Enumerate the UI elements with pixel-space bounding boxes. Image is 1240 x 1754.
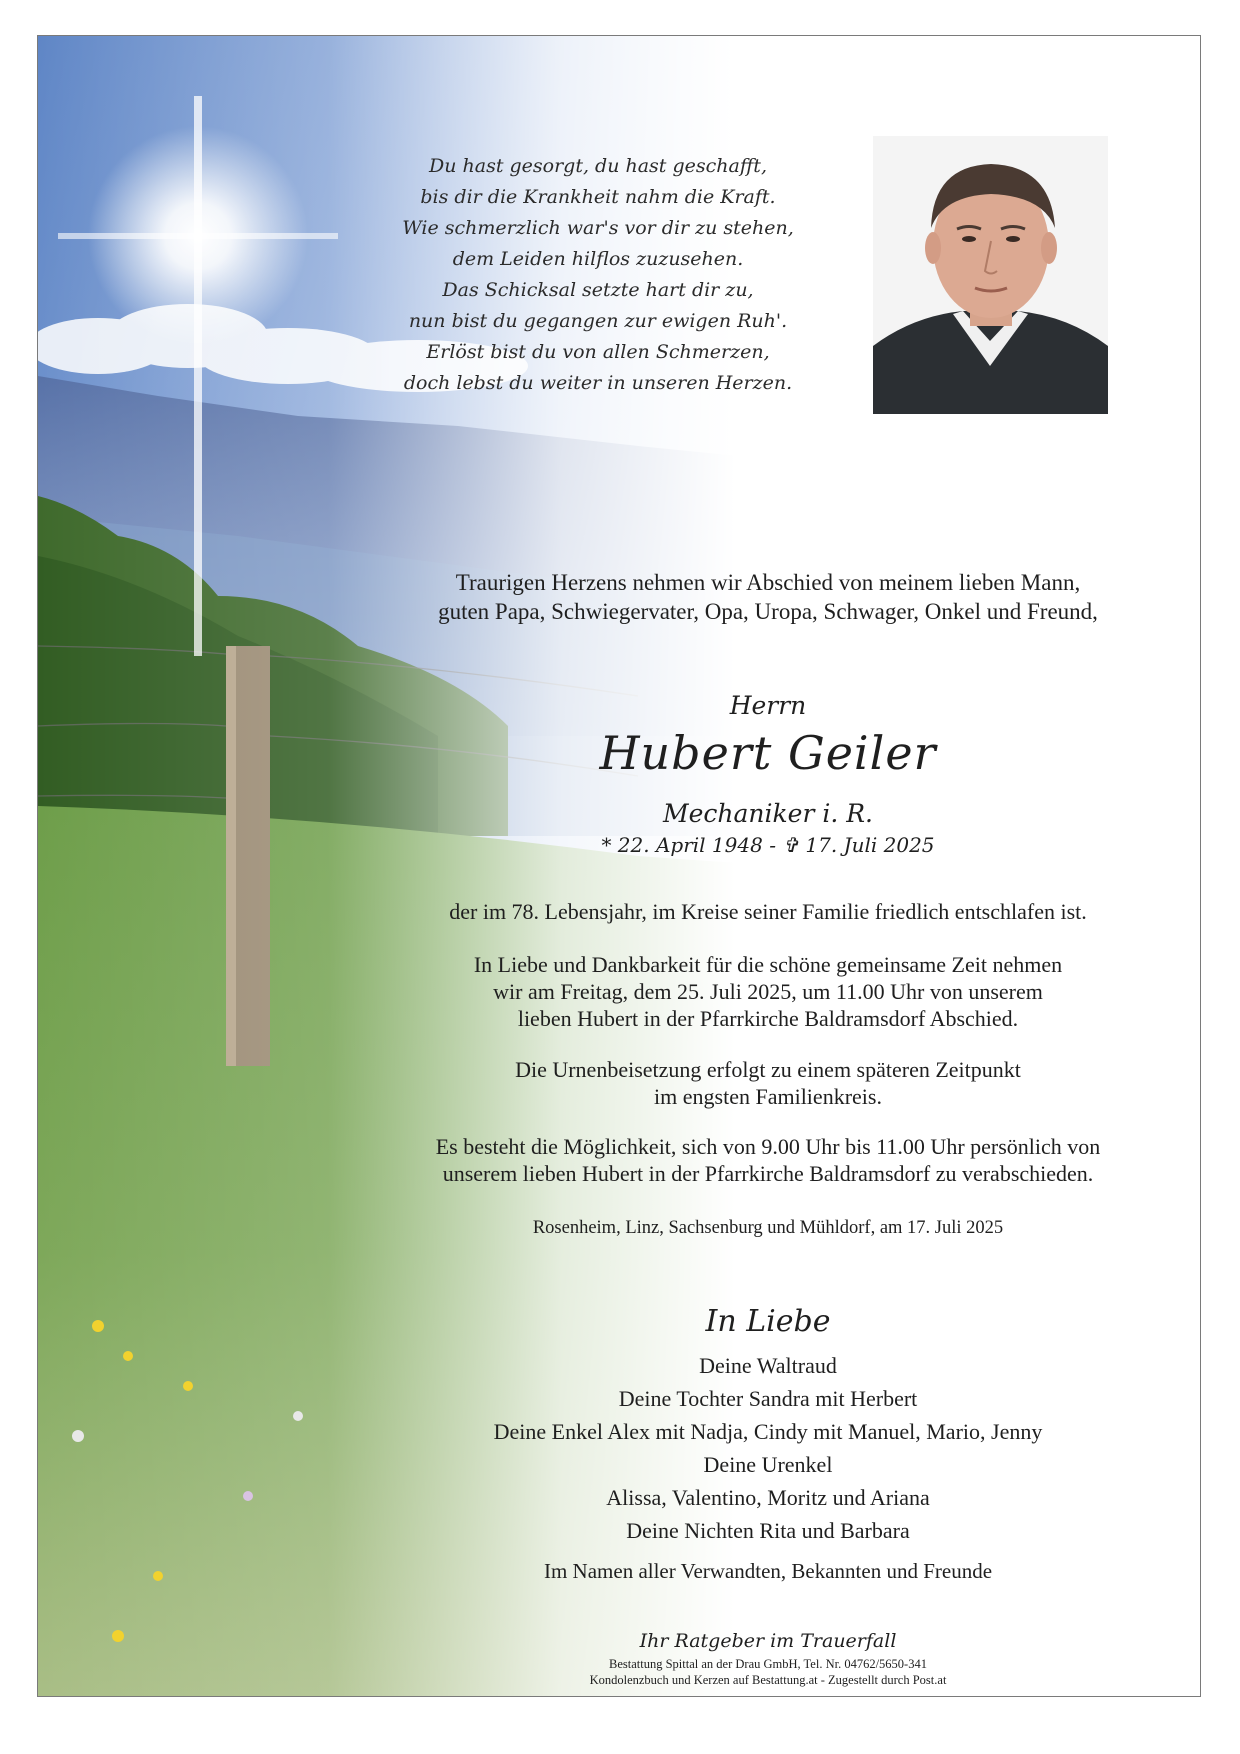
- poem-line: bis dir die Krankheit nahm die Kraft.: [420, 186, 776, 208]
- paragraph-line: Es besteht die Möglichkeit, sich von 9.00 Uhr bis 11.00 Uhr persönlich von: [435, 1134, 1101, 1159]
- portrait-photo: [873, 136, 1108, 414]
- poem-line: Das Schicksal setzte hart dir zu,: [442, 279, 754, 301]
- poem-line: Du hast gesorgt, du hast geschafft,: [429, 155, 767, 177]
- intro-line: guten Papa, Schwiegervater, Opa, Uropa, Schwager, Onkel und Freund,: [438, 599, 1098, 624]
- mourner-line: Deine Urenkel: [703, 1452, 833, 1477]
- deceased-name: Hubert Geiler: [599, 726, 937, 780]
- intro-text: [338, 568, 1198, 626]
- place-date: Rosenheim, Linz, Sachsenburg und Mühldorf, am 17. Juli 2025: [532, 1218, 1004, 1238]
- paragraph-line: In Liebe und Dankbarkeit für die schöne gemeinsame Zeit nehmen: [473, 952, 1063, 977]
- paragraph-line: unserem lieben Hubert in der Pfarrkirche Baldramsdorf zu verabschieden.: [442, 1161, 1094, 1186]
- deceased-title: Mechaniker i. R.: [663, 799, 873, 828]
- poem-line: nun bist du gegangen zur ewigen Ruh'.: [408, 310, 788, 332]
- life-dates: * 22. April 1948 - ✞ 17. Juli 2025: [601, 833, 935, 857]
- mourner-line: Deine Enkel Alex mit Nadja, Cindy mit Manuel, Mario, Jenny: [493, 1419, 1043, 1444]
- in-liebe-heading: In Liebe: [705, 1304, 831, 1339]
- paragraph-line: Die Urnenbeisetzung erfolgt zu einem späteren Zeitpunkt: [515, 1057, 1021, 1082]
- footer-tagline: Ihr Ratgeber im Trauerfall: [639, 1630, 897, 1652]
- footer-line: Kondolenzbuch und Kerzen auf Bestattung.at - Zugestellt durch Post.at: [589, 1673, 947, 1687]
- paragraph-viewing: [338, 1133, 1198, 1187]
- paragraph-farewell: [338, 951, 1198, 1032]
- closing-line: Im Namen aller Verwandten, Bekannten und Freunde: [543, 1559, 993, 1583]
- salutation: Herrn: [729, 691, 807, 720]
- mourner-line: Deine Waltraud: [699, 1353, 837, 1378]
- poem-line: doch lebst du weiter in unseren Herzen.: [403, 372, 793, 394]
- mourner-line: Deine Nichten Rita und Barbara: [626, 1518, 910, 1543]
- poem-line: Wie schmerzlich war's vor dir zu stehen,: [402, 217, 794, 239]
- poem-line: Erlöst bist du von allen Schmerzen,: [426, 341, 770, 363]
- obituary-card: [37, 35, 1201, 1697]
- portrait-illustration: [873, 136, 1108, 414]
- paragraph-line: lieben Hubert in der Pfarrkirche Baldramsdorf Abschied.: [517, 1006, 1019, 1031]
- footer-line: Bestattung Spittal an der Drau GmbH, Tel. Nr. 04762/5650-341: [609, 1657, 927, 1671]
- footer-info: [338, 1656, 1198, 1688]
- poem-line: dem Leiden hilflos zuzusehen.: [452, 248, 744, 270]
- paragraph-line: im engsten Familienkreis.: [654, 1084, 882, 1109]
- mourner-line: Alissa, Valentino, Moritz und Ariana: [606, 1485, 930, 1510]
- mourner-line: Deine Tochter Sandra mit Herbert: [618, 1386, 918, 1411]
- mourners-list: [338, 1349, 1198, 1547]
- paragraph-urn-burial: [338, 1056, 1198, 1110]
- memorial-poem: [348, 151, 848, 399]
- paragraph-passing: der im 78. Lebensjahr, im Kreise seiner Familie friedlich entschlafen ist.: [449, 899, 1087, 924]
- paragraph-line: wir am Freitag, dem 25. Juli 2025, um 11.00 Uhr von unserem: [493, 979, 1043, 1004]
- intro-line: Traurigen Herzens nehmen wir Abschied von meinem lieben Mann,: [455, 570, 1081, 595]
